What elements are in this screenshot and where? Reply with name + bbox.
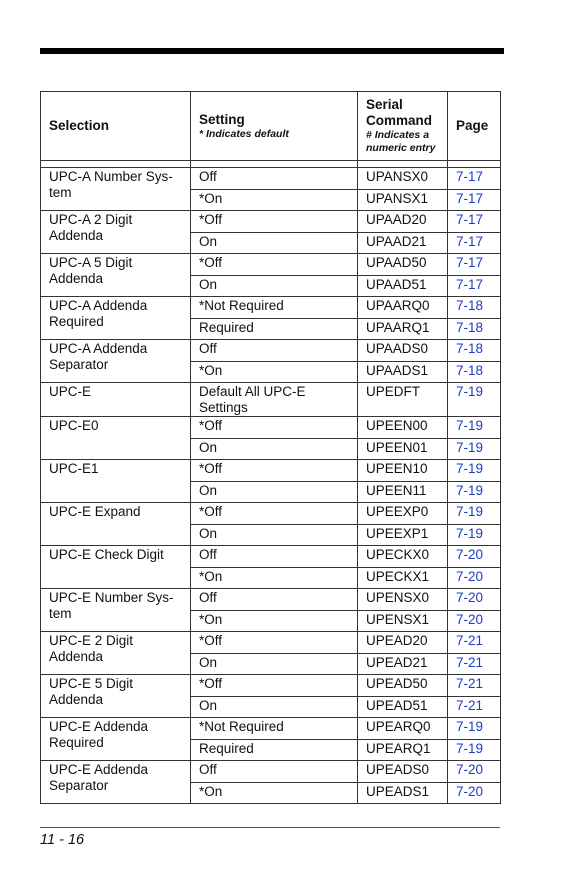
header-setting bbox=[191, 92, 358, 161]
serial-command-cell: UPAAD21 bbox=[358, 232, 448, 254]
setting-cell: *Off bbox=[191, 503, 358, 525]
setting-cell: *Not Required bbox=[191, 297, 358, 319]
page-link[interactable]: 7-21 bbox=[448, 632, 501, 654]
serial-command-cell: UPEADS1 bbox=[358, 782, 448, 804]
serial-command-cell: UPANSX0 bbox=[358, 168, 448, 190]
serial-command-cell: UPAADS0 bbox=[358, 340, 448, 362]
serial-command-cell: UPANSX1 bbox=[358, 189, 448, 211]
serial-command-cell: UPAAD51 bbox=[358, 275, 448, 297]
page-link[interactable]: 7-17 bbox=[448, 168, 501, 190]
header-serial-note1: # Indicates a bbox=[366, 129, 430, 141]
table-row bbox=[41, 340, 501, 362]
table-row bbox=[41, 211, 501, 233]
header-selection-label: Selection bbox=[49, 118, 110, 133]
table-row bbox=[41, 383, 501, 417]
serial-command-cell: UPEAD21 bbox=[358, 653, 448, 675]
setting-cell: On bbox=[191, 438, 358, 460]
serial-command-cell: UPENSX1 bbox=[358, 610, 448, 632]
header-spacer bbox=[41, 161, 501, 168]
setting-cell: *Off bbox=[191, 417, 358, 439]
setting-cell: Required bbox=[191, 318, 358, 340]
setting-cell: *Not Required bbox=[191, 718, 358, 740]
setting-cell: *Off bbox=[191, 460, 358, 482]
setting-cell: On bbox=[191, 696, 358, 718]
setting-cell: *On bbox=[191, 567, 358, 589]
setting-cell: *Off bbox=[191, 675, 358, 697]
header-serial-line1: Serial bbox=[366, 97, 403, 112]
selection-cell: UPC-E0 bbox=[41, 417, 191, 460]
serial-command-cell: UPAAD20 bbox=[358, 211, 448, 233]
page-link[interactable]: 7-20 bbox=[448, 610, 501, 632]
setting-cell: On bbox=[191, 481, 358, 503]
setting-cell: On bbox=[191, 653, 358, 675]
serial-command-cell: UPAAD50 bbox=[358, 254, 448, 276]
serial-command-cell: UPAARQ0 bbox=[358, 297, 448, 319]
page-link[interactable]: 7-18 bbox=[448, 318, 501, 340]
serial-command-cell: UPEDFT bbox=[358, 383, 448, 417]
serial-command-cell: UPECKX1 bbox=[358, 567, 448, 589]
selection-cell: UPC-E Addenda Required bbox=[41, 718, 191, 761]
table-row bbox=[41, 254, 501, 276]
selection-cell: UPC-E Addenda Separator bbox=[41, 761, 191, 804]
page-link[interactable]: 7-17 bbox=[448, 189, 501, 211]
selection-cell: UPC-E Check Digit bbox=[41, 546, 191, 589]
setting-cell: *On bbox=[191, 189, 358, 211]
setting-cell: *Off bbox=[191, 632, 358, 654]
setting-cell: On bbox=[191, 524, 358, 546]
footer-rule bbox=[40, 827, 500, 828]
setting-cell: *On bbox=[191, 361, 358, 383]
table-row bbox=[41, 589, 501, 611]
page-link[interactable]: 7-18 bbox=[448, 297, 501, 319]
selection-cell: UPC-A 5 Digit Addenda bbox=[41, 254, 191, 297]
selection-cell: UPC-A 2 Digit Addenda bbox=[41, 211, 191, 254]
setting-cell: On bbox=[191, 232, 358, 254]
table-body bbox=[41, 168, 501, 804]
serial-command-cell: UPEAD50 bbox=[358, 675, 448, 697]
page-link[interactable]: 7-19 bbox=[448, 481, 501, 503]
page-link[interactable]: 7-19 bbox=[448, 503, 501, 525]
serial-command-cell: UPEEXP1 bbox=[358, 524, 448, 546]
serial-command-cell: UPENSX0 bbox=[358, 589, 448, 611]
page-link[interactable]: 7-18 bbox=[448, 340, 501, 362]
header-serial-command bbox=[358, 92, 448, 161]
table-row bbox=[41, 675, 501, 697]
header-setting-label: Setting bbox=[199, 111, 245, 127]
selection-cell: UPC-E Expand bbox=[41, 503, 191, 546]
page-link[interactable]: 7-19 bbox=[448, 524, 501, 546]
table-row bbox=[41, 460, 501, 482]
selection-cell: UPC-E 2 Digit Addenda bbox=[41, 632, 191, 675]
serial-command-cell: UPAADS1 bbox=[358, 361, 448, 383]
settings-table bbox=[40, 91, 501, 804]
page-link[interactable]: 7-20 bbox=[448, 546, 501, 568]
page-link[interactable]: 7-20 bbox=[448, 782, 501, 804]
header-rule bbox=[40, 48, 504, 54]
selection-cell: UPC-E 5 Digit Addenda bbox=[41, 675, 191, 718]
serial-command-cell: UPEARQ0 bbox=[358, 718, 448, 740]
page-link[interactable]: 7-21 bbox=[448, 675, 501, 697]
page-link[interactable]: 7-19 bbox=[448, 383, 501, 417]
serial-command-cell: UPEAD51 bbox=[358, 696, 448, 718]
page-link[interactable]: 7-17 bbox=[448, 211, 501, 233]
setting-cell: *Off bbox=[191, 254, 358, 276]
serial-command-cell: UPEARQ1 bbox=[358, 739, 448, 761]
serial-command-cell: UPEEN10 bbox=[358, 460, 448, 482]
setting-cell: Off bbox=[191, 546, 358, 568]
header-row bbox=[41, 92, 501, 161]
setting-cell: Off bbox=[191, 168, 358, 190]
serial-command-cell: UPECKX0 bbox=[358, 546, 448, 568]
serial-command-cell: UPAARQ1 bbox=[358, 318, 448, 340]
page-link[interactable]: 7-20 bbox=[448, 761, 501, 783]
selection-cell: UPC-E1 bbox=[41, 460, 191, 503]
serial-command-cell: UPEAD20 bbox=[358, 632, 448, 654]
table-row bbox=[41, 761, 501, 783]
setting-cell: Off bbox=[191, 340, 358, 362]
header-setting-note: * Indicates default bbox=[199, 127, 289, 140]
serial-command-cell: UPEEN11 bbox=[358, 481, 448, 503]
setting-cell: Off bbox=[191, 589, 358, 611]
header-serial-note2: numeric entry bbox=[366, 142, 436, 154]
setting-cell: *On bbox=[191, 610, 358, 632]
page-link[interactable]: 7-17 bbox=[448, 275, 501, 297]
setting-cell: Default All UPC-E Settings bbox=[191, 383, 358, 417]
setting-cell: On bbox=[191, 275, 358, 297]
table-row bbox=[41, 297, 501, 319]
selection-cell: UPC-A Number Sys- tem bbox=[41, 168, 191, 211]
selection-cell: UPC-E bbox=[41, 383, 191, 417]
serial-command-cell: UPEADS0 bbox=[358, 761, 448, 783]
page-link[interactable]: 7-18 bbox=[448, 361, 501, 383]
table-row bbox=[41, 168, 501, 190]
page-link[interactable]: 7-20 bbox=[448, 567, 501, 589]
serial-command-cell: UPEEN00 bbox=[358, 417, 448, 439]
setting-cell: *On bbox=[191, 782, 358, 804]
page-link[interactable]: 7-21 bbox=[448, 653, 501, 675]
page-number: 11 - 16 bbox=[40, 832, 85, 848]
setting-cell: Off bbox=[191, 761, 358, 783]
selection-cell: UPC-A Addenda Separator bbox=[41, 340, 191, 383]
table-row bbox=[41, 632, 501, 654]
header-page bbox=[448, 92, 501, 161]
page-link[interactable]: 7-17 bbox=[448, 254, 501, 276]
table-row bbox=[41, 503, 501, 525]
selection-cell: UPC-A Addenda Required bbox=[41, 297, 191, 340]
table-row bbox=[41, 718, 501, 740]
serial-command-cell: UPEEXP0 bbox=[358, 503, 448, 525]
serial-command-cell: UPEEN01 bbox=[358, 438, 448, 460]
selection-cell: UPC-E Number Sys- tem bbox=[41, 589, 191, 632]
page-link[interactable]: 7-21 bbox=[448, 696, 501, 718]
page-link[interactable]: 7-19 bbox=[448, 718, 501, 740]
page-link[interactable]: 7-19 bbox=[448, 739, 501, 761]
table-row bbox=[41, 546, 501, 568]
header-selection bbox=[41, 92, 191, 161]
page-link[interactable]: 7-19 bbox=[448, 438, 501, 460]
table-row bbox=[41, 417, 501, 439]
setting-cell: *Off bbox=[191, 211, 358, 233]
header-serial-line2: Command bbox=[366, 113, 433, 128]
header-page-label: Page bbox=[456, 118, 489, 133]
page-link[interactable]: 7-17 bbox=[448, 232, 501, 254]
page-link[interactable]: 7-20 bbox=[448, 589, 501, 611]
page-link[interactable]: 7-19 bbox=[448, 460, 501, 482]
setting-cell: Required bbox=[191, 739, 358, 761]
page-link[interactable]: 7-19 bbox=[448, 417, 501, 439]
